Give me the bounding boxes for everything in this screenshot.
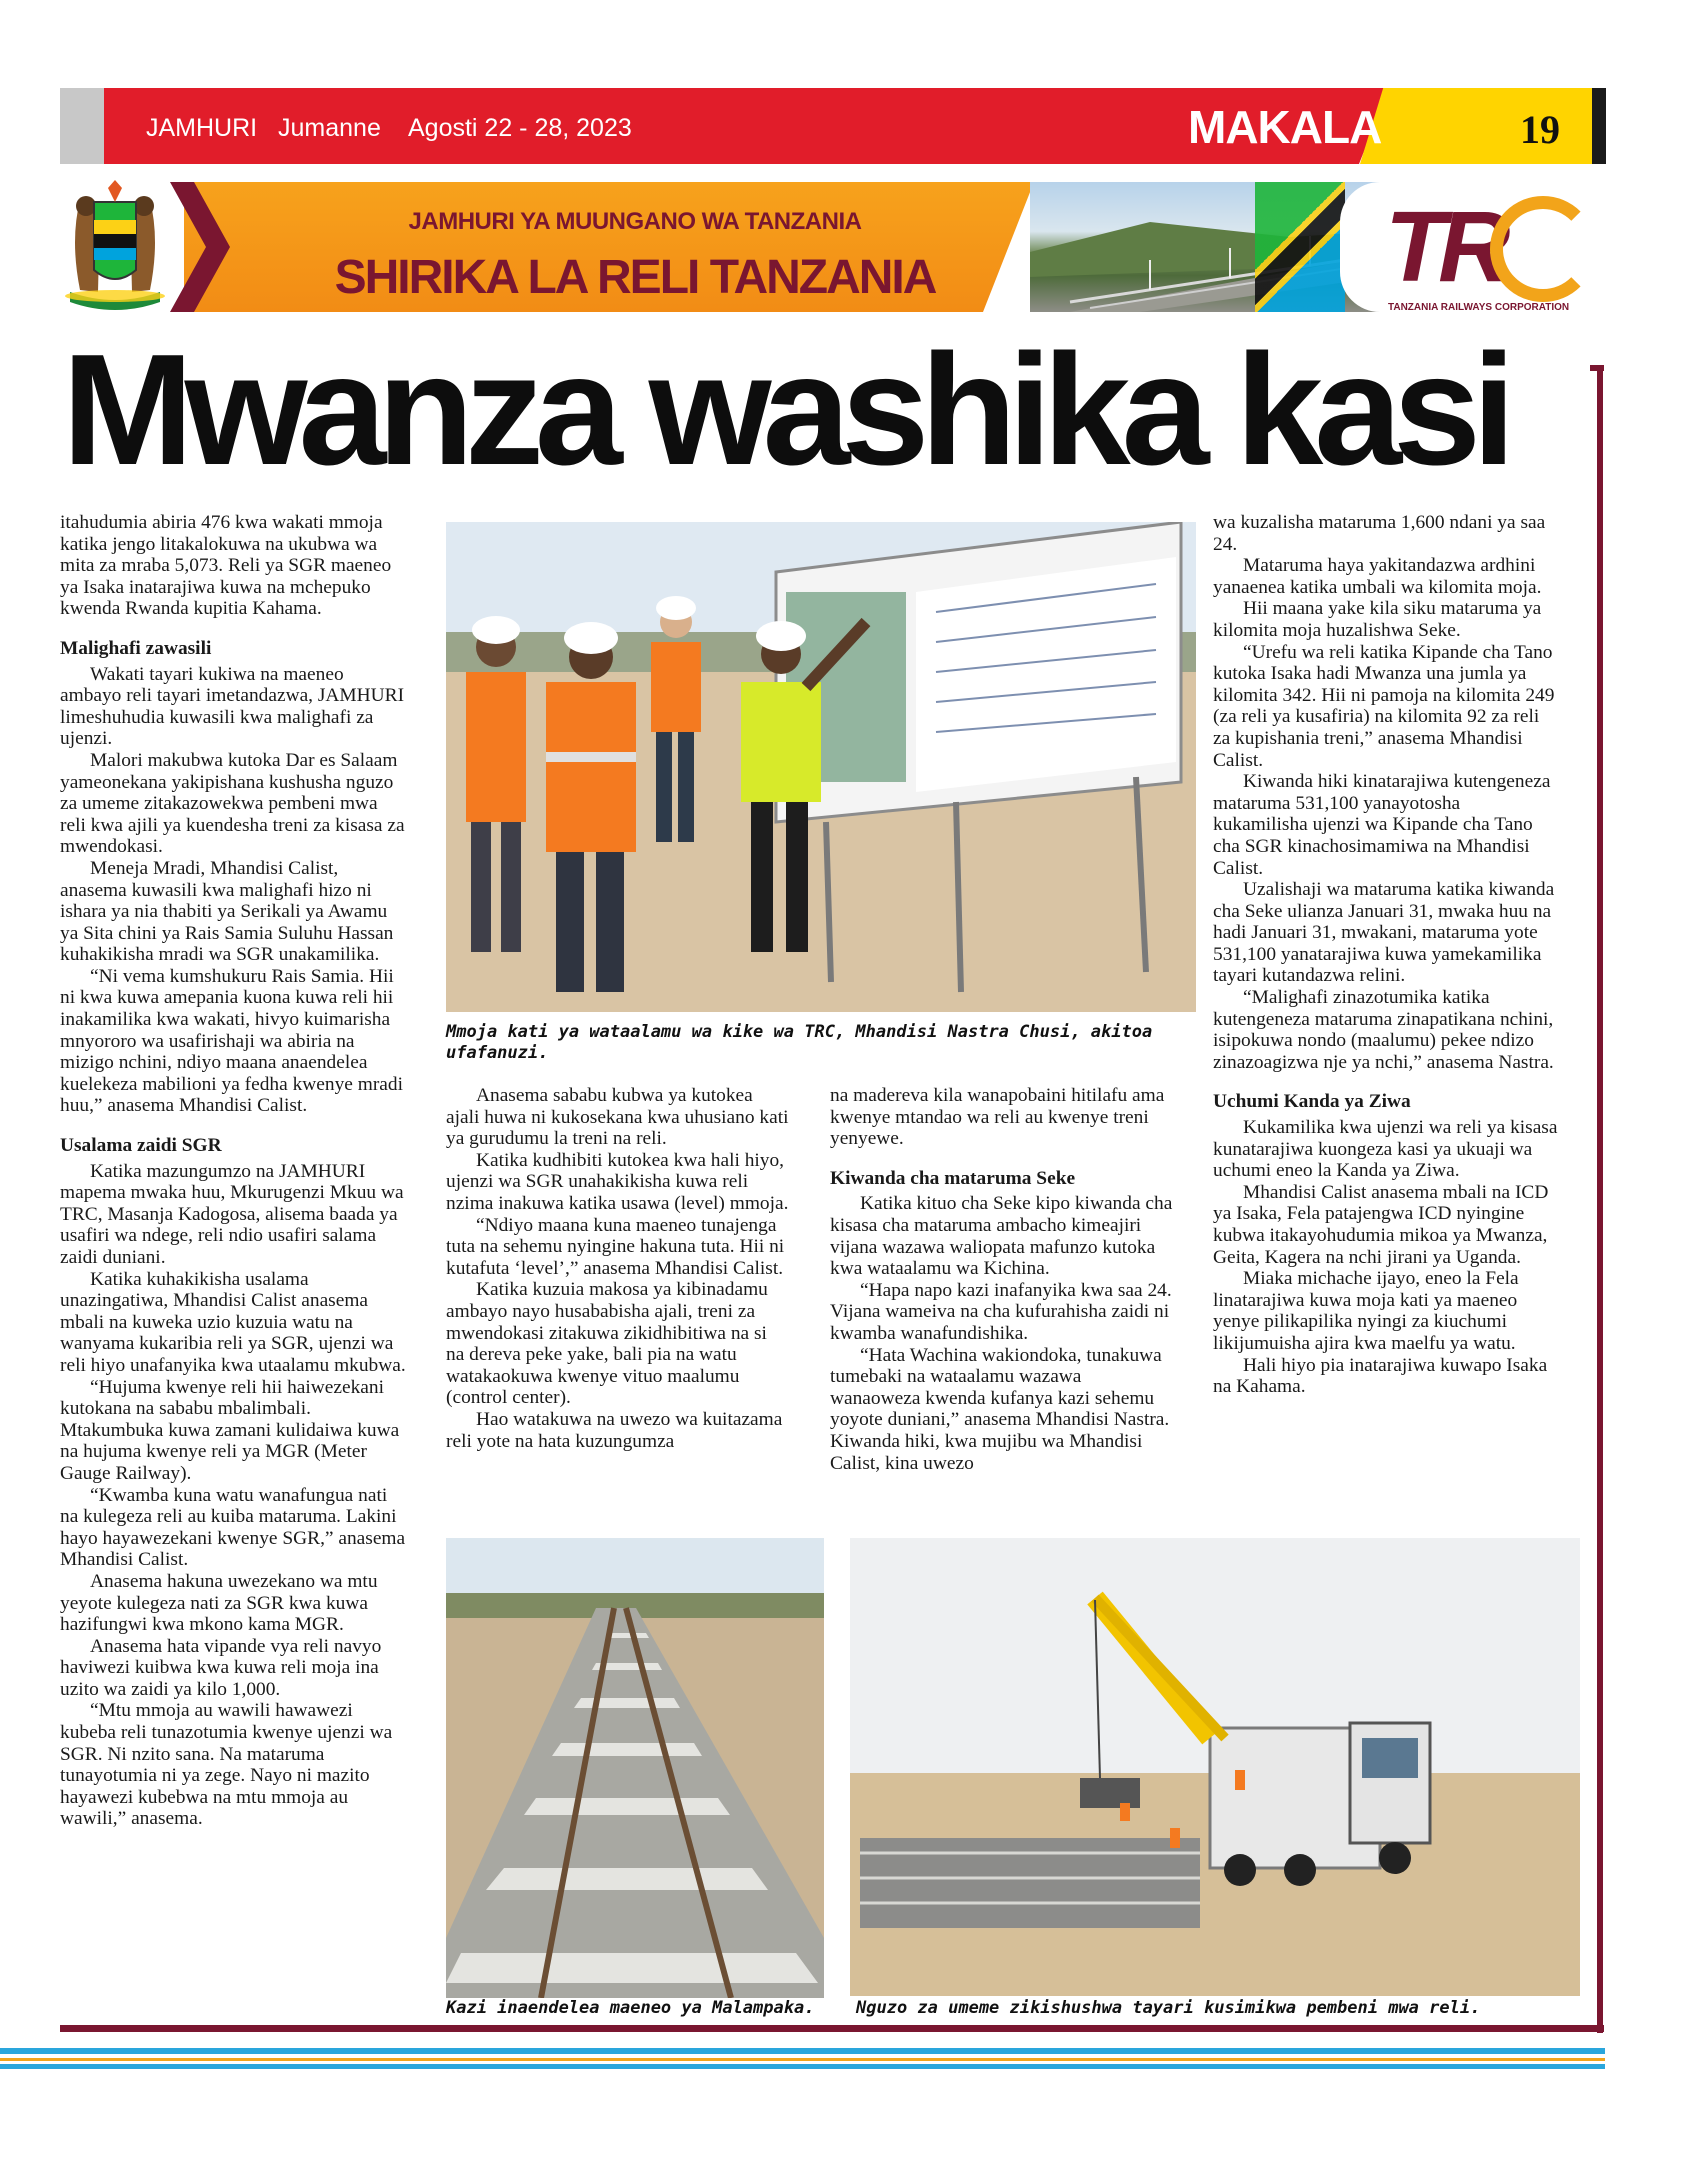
paragraph: Miaka michache ijayo, eneo la Fela linatarajiwa kuwa moja kati ya maeneo yenye pilikapilika nyingi za kiuchumi likijumuisha ajira kwa maelfu ya watu.: [1213, 1268, 1519, 1354]
trc-logo-c-shape: [1490, 196, 1596, 302]
paragraph: Katika kuzuia makosa ya kibinadamu ambayo nayo husababisha ajali, treni za mwendokasi zitakuwa zikidhibitiwa na si na dereva peke yake, bali pia na watu watakaokuwa kwenye vituo maalumu (control center).: [446, 1279, 768, 1409]
article-column-2: [446, 1085, 790, 1452]
footer-stripe-orange: [0, 2058, 1605, 2061]
paragraph: Anasema hakuna uwezekano wa mtu yeyote kulegeza nati za SGR kwa kuwa hazifungwi kwa mkono kama MGR.: [60, 1570, 378, 1636]
paragraph: Wakati tayari kukiwa na maeneo ambayo reli tayari imetandazwa, JAMHURI limeshuhudia kuwasili kwa malighafi za ujenzi.: [60, 663, 405, 750]
paragraph: Kukamilika kwa ujenzi wa reli ya kisasa kunatarajiwa kuongeza kasi ya ukuaji wa uchumi eneo la Kanda ya Ziwa.: [1213, 1117, 1558, 1182]
photo-caption-crane: Nguzo za umeme zikishushwa tayari kusimikwa pembeni mwa reli.: [856, 1998, 1481, 2018]
paragraph: “Urefu wa reli katika Kipande cha Tano kutoka Isaka hadi Mwanza una jumla ya kilomita 342. Hii ni pamoja na kilomita 249 (za reli ya kusafiria) na kilomita 92 za reli za kupishania treni,” anasema Mhandisi Calist.: [1213, 641, 1555, 771]
paragraph: Uzalishaji wa mataruma katika kiwanda cha Seke ulianza Januari 31, mwaka huu na hadi Januari 31, mwakani, mataruma yote 531,100 yanatarajiwa kuwa yamekamilika tayari kutandazwa relini.: [1213, 879, 1555, 987]
paragraph: Mataruma haya yakitandazwa ardhini yanaenea katika umbali wa kilomita moja.: [1213, 555, 1542, 598]
footer-stripe-blue-2: [0, 2064, 1605, 2069]
paragraph: Hii maana yake kila siku mataruma ya kilomita moja huzalishwa Seke.: [1213, 598, 1542, 641]
photo-crane-unloading-poles: [850, 1538, 1580, 1996]
photo-engineers-at-site-board: [446, 522, 1196, 1012]
tanzania-flag-strip: [1255, 182, 1345, 312]
issue-date: Agosti 22 - 28, 2023: [408, 114, 632, 142]
paragraph: Katika kuhakikisha usalama unazingatiwa, Mhandisi Calist anasema mbali na kuweka uzio kuzuia watu na wanyama kukaribia reli ya SGR, ujenzi wa reli hiyo unafanyika kwa utaalamu mkubwa.: [60, 1268, 406, 1376]
paragraph: Anasema sababu kubwa ya kutokea ajali huwa ni kukosekana kwa uhusiano kati ya gurudumu la treni na reli.: [446, 1085, 789, 1150]
trc-logo-caption: TANZANIA RAILWAYS CORPORATION: [1388, 302, 1570, 313]
issue-day: Jumanne: [278, 114, 381, 142]
trc-logo-icon: TR: [1385, 191, 1503, 303]
footer-stripe-blue: [0, 2048, 1605, 2054]
banner-title-small: JAMHURI YA MUUNGANO WA TANZANIA: [408, 208, 862, 235]
paragraph: Kiwanda hiki kinatarajiwa kutengeneza mataruma 531,100 yanayotosha kukamilisha ujenzi wa Kipande cha Tano cha SGR kinachosimamiwa na Mhandisi Calist.: [1213, 771, 1551, 879]
header-band-dark: [1592, 88, 1606, 164]
paragraph: itahudumia abiria 476 kwa wakati mmoja katika jengo litakalokuwa na ukubwa wa mita za mraba 5,073. Reli ya SGR maeneo ya Isaka inatarajiwa kuwa na mchepuko kwenda Rwanda kupitia Kahama.: [60, 512, 392, 620]
frame-rule-bottom: [60, 2025, 1604, 2032]
paper-name: JAMHURI: [146, 114, 258, 142]
paragraph: “Mtu mmoja au wawili hawawezi kubeba reli tunazotumia kwenye ujenzi wa SGR. Ni nzito sana. Na mataruma tunayotumia ni ya zege. Nayo ni mazito hayawezi kubebwa na mtu mmoja au wawili,” anasema.: [60, 1700, 393, 1830]
photo-caption-track: Kazi inaendelea maeneo ya Malampaka.: [446, 1998, 815, 2018]
paragraph: “Malighafi zinazotumika katika kutengeneza mataruma zinapatikana nchini, isipokuwa nondo (maalumu) pekee ndizo zinazoagizwa nje ya nchi,” anasema Nastra.: [1213, 987, 1554, 1073]
subheading: Malighafi zawasili: [60, 637, 212, 659]
photo-railway-track: [446, 1538, 824, 1998]
subheading: Kiwanda cha mataruma Seke: [830, 1167, 1076, 1189]
coat-of-arms-icon: [50, 180, 180, 318]
paragraph: Katika kituo cha Seke kipo kiwanda cha kisasa cha mataruma ambacho kimeajiri vijana wazawa waliopata mafunzo kutoka kwa wataalamu wa Kichina.: [830, 1193, 1173, 1280]
headline: Mwanza washika kasi: [62, 322, 1507, 498]
banner-title-large: SHIRIKA LA RELI TANZANIA: [334, 251, 936, 304]
paragraph: wa kuzalisha mataruma 1,600 ndani ya saa 24.: [1213, 512, 1546, 555]
paragraph: Mhandisi Calist anasema mbali na ICD ya Isaka, Fela patajengwa ICD nyingine kubwa itakayohudumia mikoa ya Mwanza, Geita, Kagera na nchi jirani ya Uganda.: [1213, 1181, 1549, 1268]
paragraph: Meneja Mradi, Mhandisi Calist, anasema kuwasili kwa malighafi hizo ni ishara ya nia thabiti ya Serikali ya Awamu ya Sita chini ya Rais Samia Suluhu Hassan kuhakikisha mradi wa SGR unakamilika.: [60, 857, 394, 966]
page-number: 19: [1520, 107, 1560, 152]
paragraph: “Hujuma kwenye reli hii haiwezekani kutokana na sababu mbalimbali. Mtakumbuka kuwa zamani kulidaiwa kuwa na hujuma kwenye reli ya MGR (Meter Gauge Railway).: [60, 1376, 400, 1484]
paragraph: Katika kudhibiti kutokea kwa hali hiyo, ujenzi wa SGR unahakikisha kuwa reli nzima inakuwa katika usawa (level) mmoja.: [446, 1149, 789, 1214]
header-band-grey: [60, 88, 104, 164]
paragraph: “Hapa napo kazi inafanyika kwa saa 24. Vijana wameiva na cha kufurahisha zaidi ni kwamba wanafundishika.: [830, 1279, 1172, 1344]
frame-rule-right: [1597, 365, 1603, 2033]
article-column-1: [60, 512, 406, 1830]
paragraph: “Ndiyo maana kuna maeneo tunajenga tuta na sehemu nyingine hakuna tuta. Hii ni kutafuta ‘level’,” anasema Mhandisi Calist.: [446, 1214, 785, 1279]
paragraph: na madereva kila wanapobaini hitilafu ama kwenye mtandao wa reli au kwenye treni yenyewe.: [830, 1085, 1165, 1150]
section-label: MAKALA: [1188, 101, 1382, 153]
paragraph: Anasema hata vipande vya reli navyo haviwezi kuibwa kwa kuwa reli moja ina uzito wa zaidi ya kilo 1,000.: [60, 1635, 382, 1700]
paragraph: Hao watakuwa na uwezo wa kuitazama reli yote na hata kuzungumza: [446, 1408, 783, 1452]
subheading: Usalama zaidi SGR: [60, 1135, 222, 1157]
article-column-4: [1213, 512, 1559, 1398]
paragraph: Malori makubwa kutoka Dar es Salaam yameonekana yakipishana kushusha nguzo za umeme zitakazowekwa pembeni mwa reli kwa ajili ya kuendesha treni za kisasa za mwendokasi.: [60, 749, 405, 858]
paragraph: “Hata Wachina wakiondoka, tunakuwa tumebaki na wataalamu wazawa wanaoweza kwenda kufanya kazi sehemu yoyote duniani,” anasema Mhandisi Nastra. Kiwanda hiki, kwa mujibu wa Mhandisi Calist, kina uwezo: [830, 1344, 1170, 1474]
paragraph: Hali hiyo pia inatarajiwa kuwapo Isaka na Kahama.: [1213, 1354, 1548, 1398]
paragraph: Katika mazungumzo na JAMHURI mapema mwaka huu, Mkurugenzi Mkuu wa TRC, Masanja Kadogosa, alisema baada ya usafiri wa ndege, reli ndio usafiri salama zaidi duniani.: [60, 1160, 404, 1268]
article-column-3: [830, 1085, 1174, 1474]
paragraph: “Ni vema kumshukuru Rais Samia. Hii ni kwa kuwa amepania kuona kuwa reli hii inakamilika kwa wakati, hivyo kuimarisha mnyororo wa usafirishaji wa abiria na mizigo nchini, ndiyo maana anaendelea kuelekeza mabilioni ya fedha kwenye mradi huu,” anasema Mhandisi Calist.: [60, 965, 403, 1117]
header-band-red: [104, 88, 1189, 164]
subheading: Uchumi Kanda ya Ziwa: [1213, 1091, 1411, 1113]
photo-caption-main: Mmoja kati ya wataalamu wa kike wa TRC, Mhandisi Nastra Chusi, akitoa ufafanuzi.: [446, 1022, 1153, 1063]
paragraph: “Kwamba kuna watu wanafungua nati na kulegeza reli au kuiba mataruma. Lakini hayo hayawezekani kwenye SGR,” anasema Mhandisi Calist.: [60, 1484, 406, 1571]
